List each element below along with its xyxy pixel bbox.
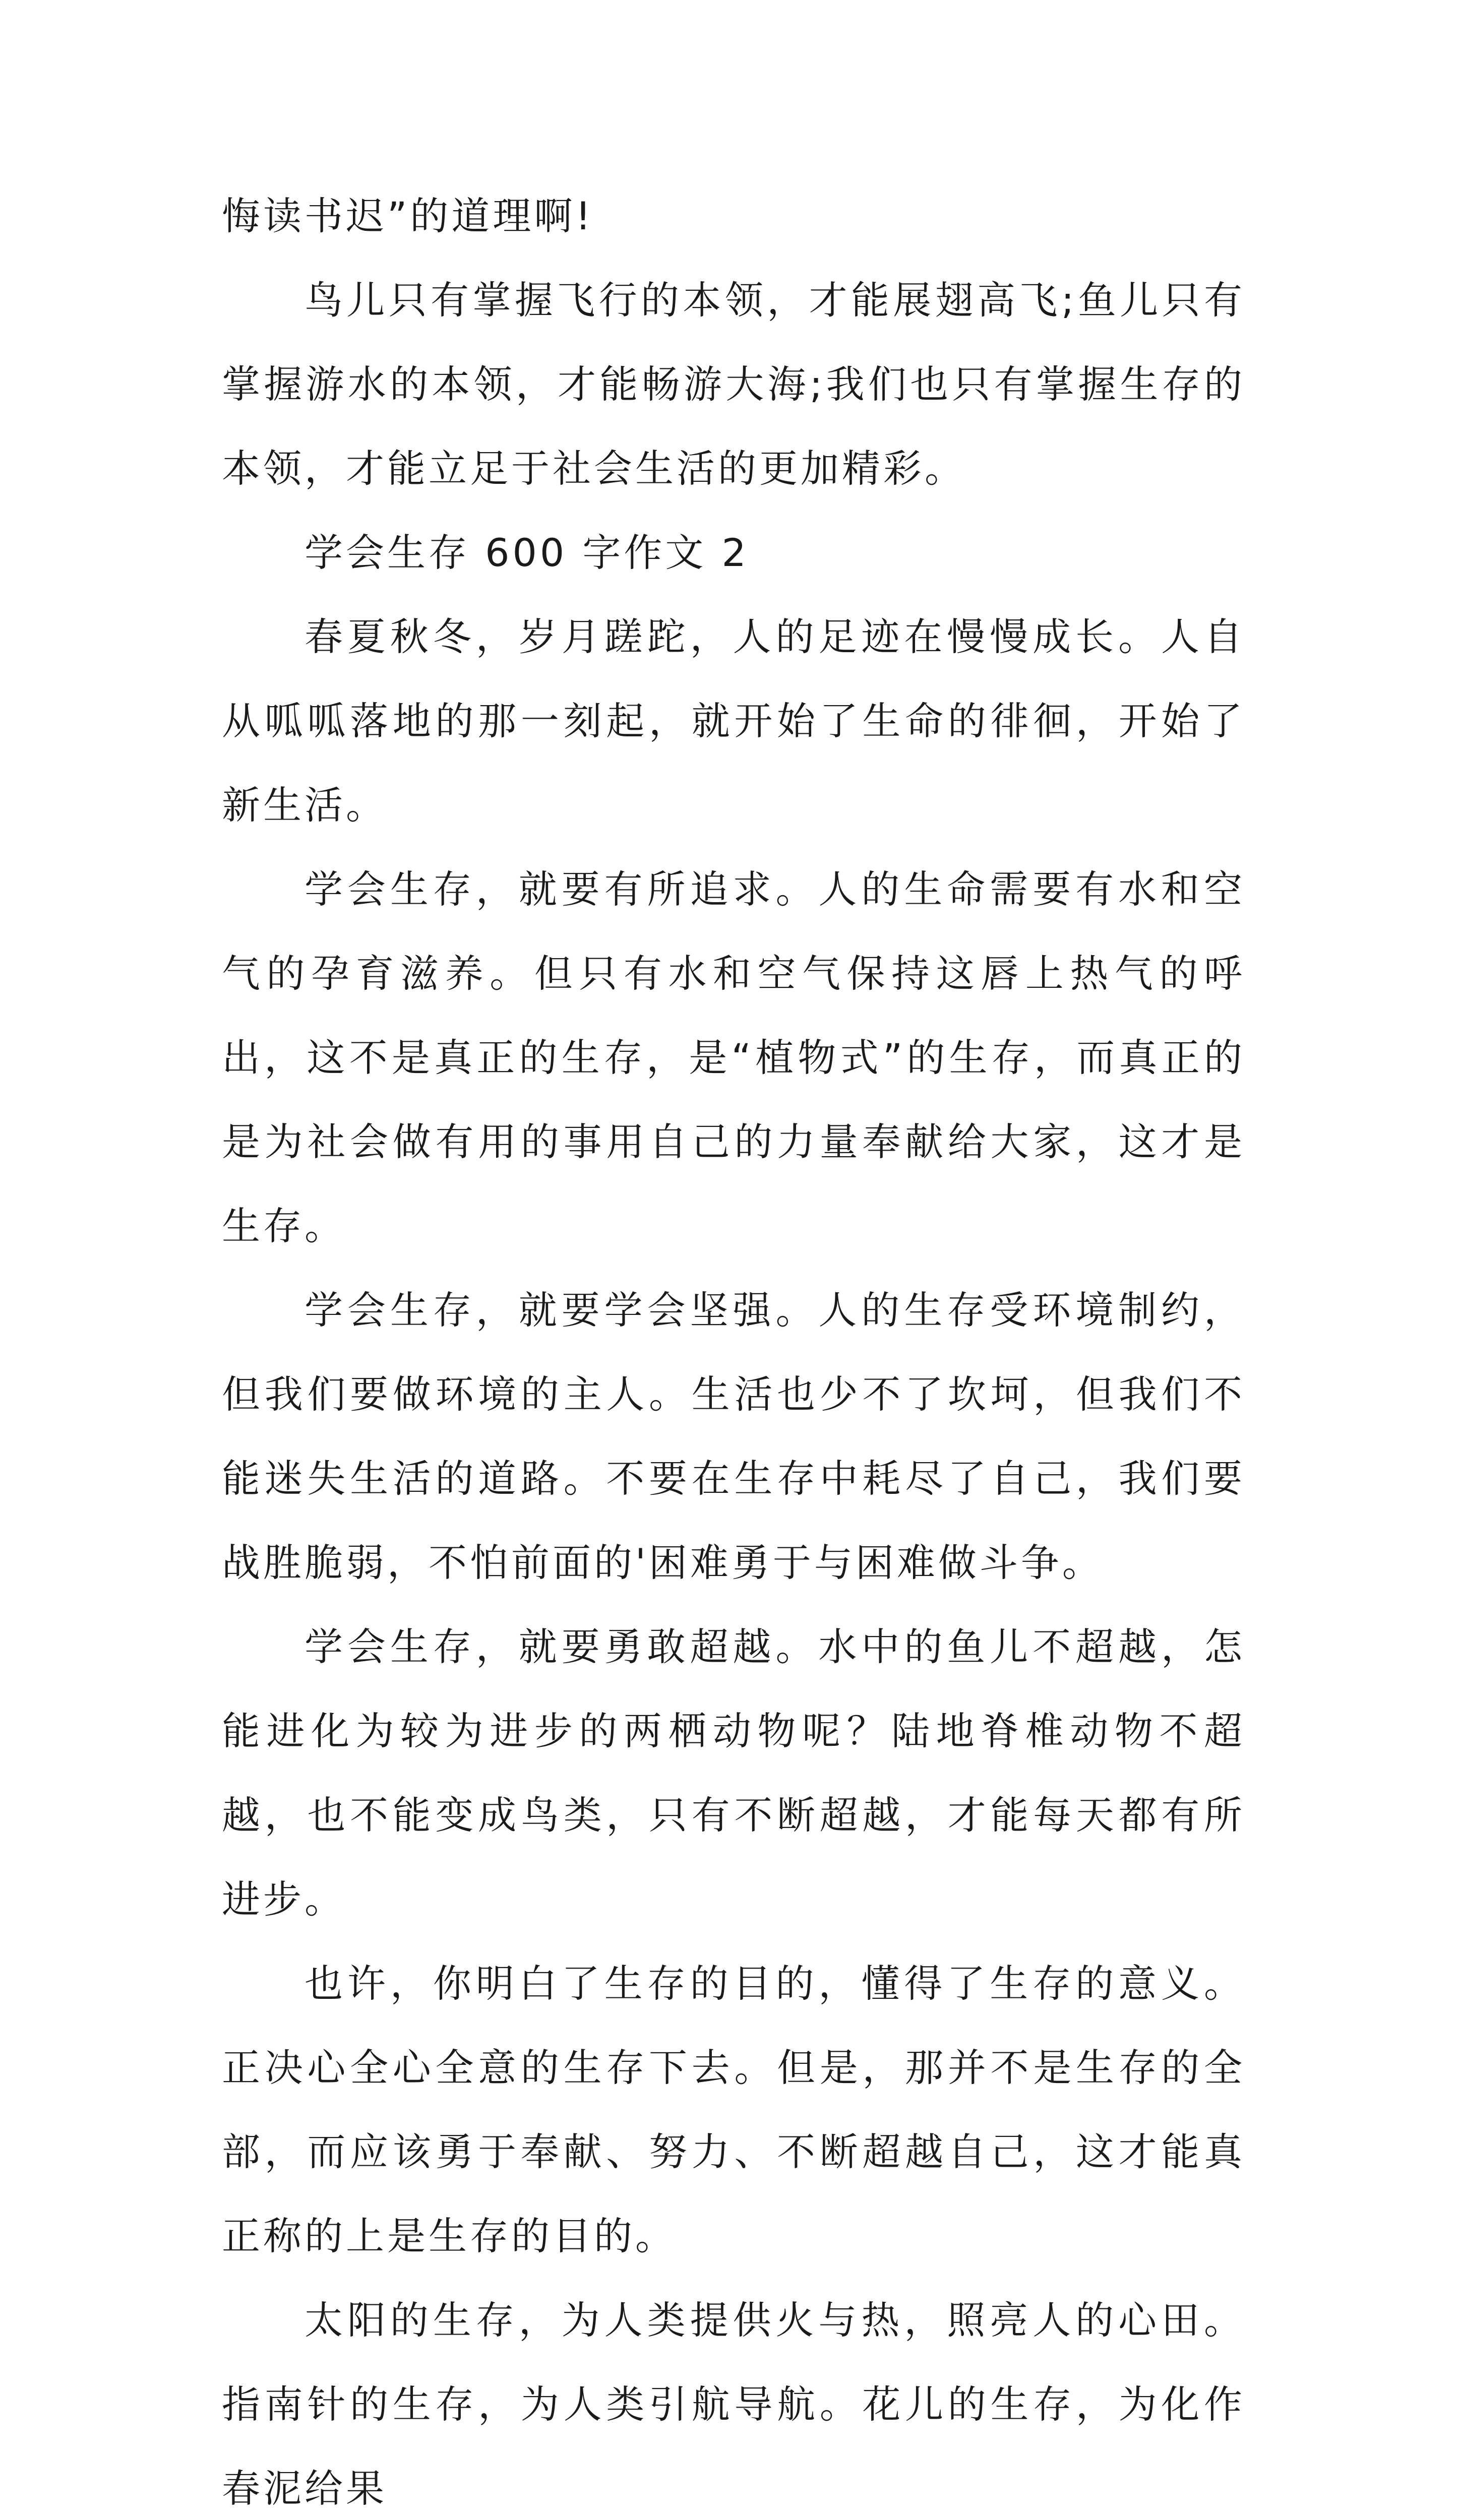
paragraph: 春夏秋冬，岁月蹉跎，人的足迹在慢慢成长。人自从呱呱落地的那一刻起，就开始了生命的徘徊，开始了新生活。 [222,614,1245,828]
paragraph: 学会生存，就要有所追求。人的生命需要有水和空气的孕育滋养。但只有水和空气保持这唇上热气的呼出，这不是真正的生存，是“植物式”的生存，而真正的是为社会做有用的事用自己的力量奉献给大家，这才是生存。 [222,867,1245,1248]
paragraph: 也许，你明白了生存的目的，懂得了生存的意义。正决心全心全意的生存下去。但是，那并不是生存的全部，而应该勇于奉献、努力、不断超越自己，这才能真正称的上是生存的目的。 [222,1961,1245,2258]
paragraph: 太阳的生存，为人类提供火与热，照亮人的心田。指南针的生存，为人类引航导航。花儿的生存，为化作春泥给果 [222,2298,1245,2511]
paragraph: 鸟儿只有掌握飞行的本领，才能展翅高飞;鱼儿只有掌握游水的本领，才能畅游大海;我们也只有掌握生存的本领，才能立足于社会生活的更加精彩。 [222,278,1245,491]
paragraph-continuation: 悔读书迟”的道理啊! [222,194,594,238]
paragraph: 学会生存，就要学会坚强。人的生存受环境制约，但我们要做环境的主人。生活也少不了坎坷，但我们不能迷失生活的道路。不要在生存中耗尽了自己，我们要战胜脆弱，不怕前面的'困难勇于与困难做斗争。 [222,1288,1245,1585]
paragraph: 学会生存，就要勇敢超越。水中的鱼儿不超越，怎能进化为较为进步的两栖动物呢？陆地脊椎动物不超越，也不能变成鸟类，只有不断超越，才能每天都有所进步。 [222,1624,1245,1922]
essay-heading: 学会生存 600 字作文 2 [305,530,749,575]
document-body [222,174,1245,2520]
